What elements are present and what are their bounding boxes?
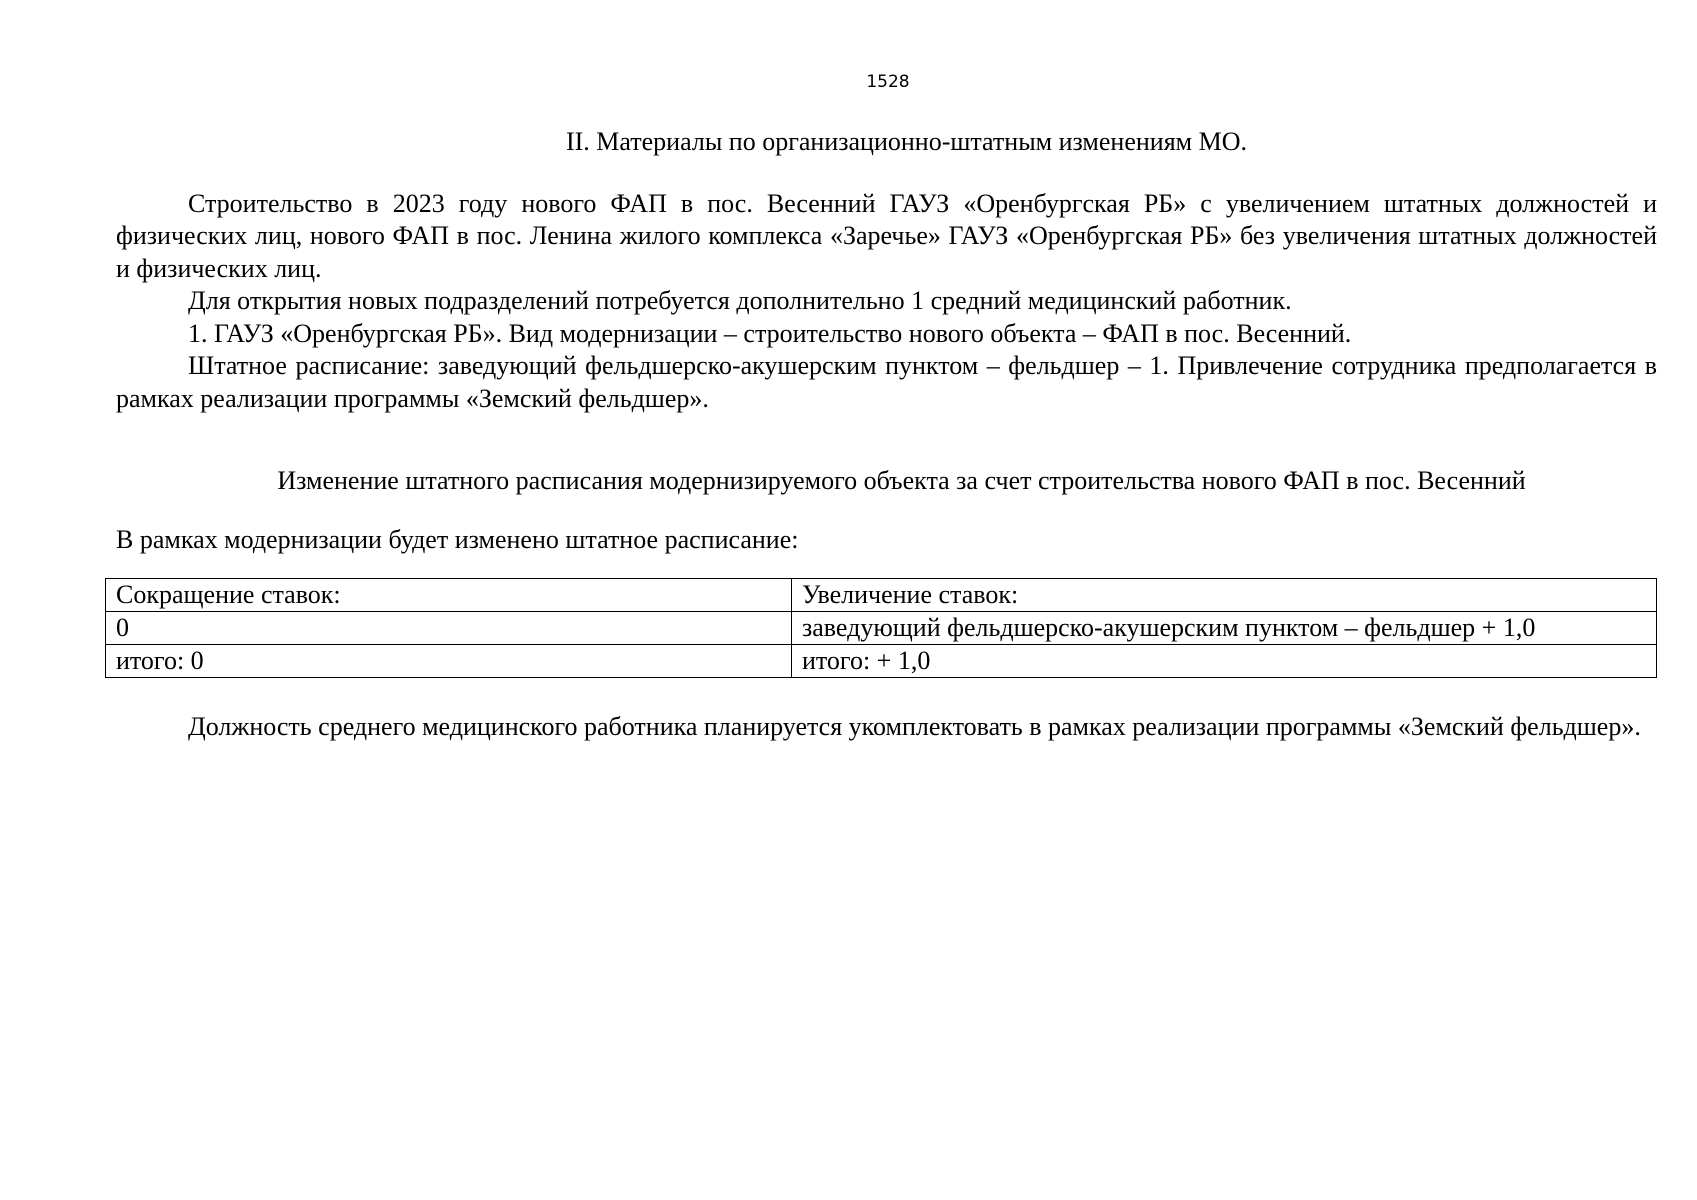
- table-lead-text: В рамках модернизации будет изменено штатное расписание:: [116, 524, 799, 554]
- table-row: [106, 612, 1657, 645]
- section-title: II. Материалы по организационно-штатным изменениям МО.: [565, 127, 1248, 156]
- page-number: 1528: [866, 72, 910, 92]
- document-body: [116, 126, 1657, 744]
- paragraph-staff-schedule: Штатное расписание: заведующий фельдшерско-акушерским пунктом – фельдшер – 1. Привлечение сотрудника предполагается в рамках реализации программы «Земский фельдшер».: [116, 351, 1657, 413]
- table-total-reduction: итого: 0: [106, 645, 792, 678]
- paragraph-staff-need: Для открытия новых подразделений потребуется дополнительно 1 средний медицинский работник.: [188, 286, 1292, 315]
- staff-change-table: [105, 578, 1657, 678]
- table-header-reduction: Сокращение ставок:: [106, 579, 792, 612]
- table-cell-increase: заведующий фельдшерско-акушерским пунктом – фельдшер + 1,0: [792, 612, 1657, 645]
- paragraph-modernization-type: 1. ГАУЗ «Оренбургская РБ». Вид модернизации – строительство нового объекта – ФАП в пос. Весенний.: [188, 318, 1352, 348]
- table-total-increase: итого: + 1,0: [792, 645, 1657, 678]
- table-header-increase: Увеличение ставок:: [792, 579, 1657, 612]
- table-subtitle: Изменение штатного расписания модернизируемого объекта за счет строительства нового ФАП в пос. Весенний: [277, 466, 1526, 495]
- table-row-total: [106, 645, 1657, 678]
- closing-paragraph: Должность среднего медицинского работника планируется укомплектовать в рамках реализации программы «Земский фельдшер».: [188, 712, 1641, 741]
- table-header-row: [106, 579, 1657, 612]
- table-cell-reduction: 0: [106, 612, 792, 645]
- paragraph-construction: Строительство в 2023 году нового ФАП в пос. Весенний ГАУЗ «Оренбургская РБ» с увеличением штатных должностей и физических лиц, нового ФАП в пос. Ленина жилого комплекса «Заречье» ГАУЗ «Оренбургская РБ» без увеличения штатных должностей и физических лиц.: [116, 188, 1657, 283]
